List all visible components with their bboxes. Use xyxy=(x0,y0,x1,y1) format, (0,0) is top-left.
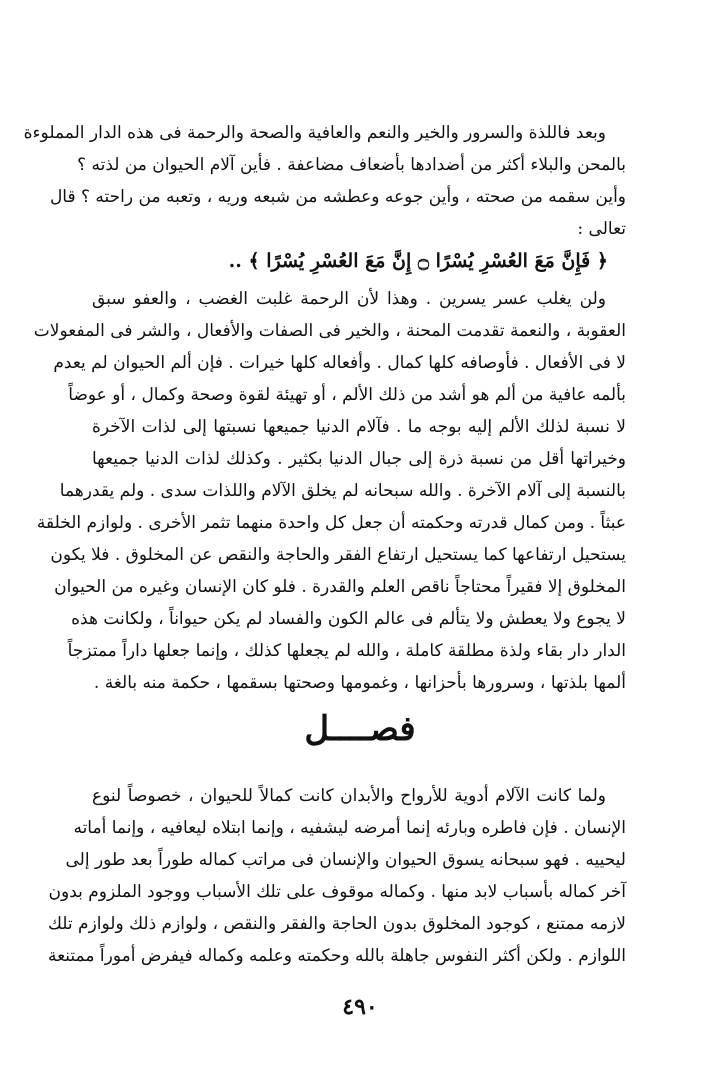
text-line: وبعد فاللذة والسرور والخير والنعم والعافية والصحة والرحمة فى هذه الدار المملوءة xyxy=(23,123,606,143)
text-line: يستحيل ارتفاعها كما يستحيل ارتفاع الفقر والحاجة والنقص عن المخلوق . فلا يكون xyxy=(50,545,626,565)
text-line: آخر كماله بأسباب لابد منها . وكماله موقوف على تلك الأسباب ووجود الملزوم بدون xyxy=(48,882,626,902)
text-line: العقوبة ، والنعمة تقدمت المحنة ، والخير فى الصفات والأفعال ، والشر فى المفعولات xyxy=(33,321,626,341)
quran-verse: ﴿ فَإِنَّ مَعَ العُسْرِ يُسْرًا ۝ إِنَّ مَعَ العُسْرِ يُسْرًا ﴾ .. xyxy=(228,250,608,272)
paragraph-2 xyxy=(33,283,626,699)
text-line: الدار دار بقاء ولذة مطلقة كاملة ، والله لم يجعلها كذلك ، وإنما جعلها داراً ممتزجاً xyxy=(67,641,626,661)
text-line: لا يجوع ولا يعطش ولا يتألم فى عالم الكون والفساد لم يكن حيواناً ، ولكانت هذه xyxy=(71,609,626,629)
text-line: عبثاً . ومن كمال قدرته وحكمته أن جعل كل واحدة منهما تثمر الأخرى . ولوازم الخلقة xyxy=(36,513,626,533)
text-line: بألمه عافية من ألم هو أشد من ذلك الألم ، أو تهيئة لقوة وصحة وكمال ، أو عوضاً xyxy=(68,385,626,405)
text-line: ولما كانت الآلام أدوية للأرواح والأبدان كانت كمالاً للحيوان ، خصوصاً لنوع xyxy=(92,786,606,806)
text-line: اللوازم . ولكن أكثر النفوس جاهلة بالله وحكمته وعلمه وكماله فيفرض أموراً ممتنعة xyxy=(47,946,626,966)
text-line: لا نسبة لذلك الألم إليه بوجه ما . فآلام الدنيا جميعها نسبتها إلى لذات الآخرة xyxy=(92,417,626,437)
text-line: تعالى : xyxy=(577,219,626,239)
text-line: بالنسبة إلى آلام الآخرة . والله سبحانه لم يخلق الآلام واللذات سدى . ولم يقدرهما xyxy=(59,481,626,501)
text-line: الإنسان . فإن فاطره وبارئه إنما أمرضه ليشفيه ، وإنما ابتلاه ليعافيه ، وإنما أماته xyxy=(73,818,626,838)
text-line: ليحييه . فهو سبحانه يسوق الحيوان والإنسان فى مراتب كماله طوراً بعد طور إلى xyxy=(65,850,626,870)
text-line: ألمها بلذتها ، وسرورها بأحزانها ، وغمومها وصحتها بسقمها ، حكمة منه بالغة . xyxy=(93,673,626,693)
text-line: ولن يغلب عسر يسرين . وهذا لأن الرحمة غلبت الغضب ، والعفو سبق xyxy=(92,289,606,309)
text-line: المخلوق إلا فقيراً محتاجاً ناقص العلم والقدرة . فلو كان الإنسان وغيره من الحيوان xyxy=(54,577,626,597)
paragraph-1 xyxy=(23,117,626,245)
section-heading: فصــــل xyxy=(304,709,416,749)
text-line: بالمحن والبلاء أكثر من أضدادها بأضعاف مضاعفة . فأين آلام الحيوان من لذته ؟ xyxy=(77,155,626,175)
paragraph-3 xyxy=(47,780,626,972)
page-number: ٤٩٠ xyxy=(342,994,378,1020)
text-line: وأين سقمه من صحته ، وأين جوعه وعطشه من شبعه وريه ، وتعبه من راحته ؟ قال xyxy=(49,187,626,207)
text-line: لازمه ممتنع ، كوجود المخلوق بدون الحاجة والفقر والنقص ، ولوازم ذلك ولوازم تلك xyxy=(47,914,626,934)
text-line: وخيراتها أقل من نسبة ذرة إلى جبال الدنيا بكثير . وكذلك لذات الدنيا جميعها xyxy=(92,449,626,469)
text-line: لا فى الأفعال . فأوصافه كلها كمال . وأفعاله كلها خيرات . فإن ألم الحيوان لم يعدم xyxy=(53,353,626,373)
